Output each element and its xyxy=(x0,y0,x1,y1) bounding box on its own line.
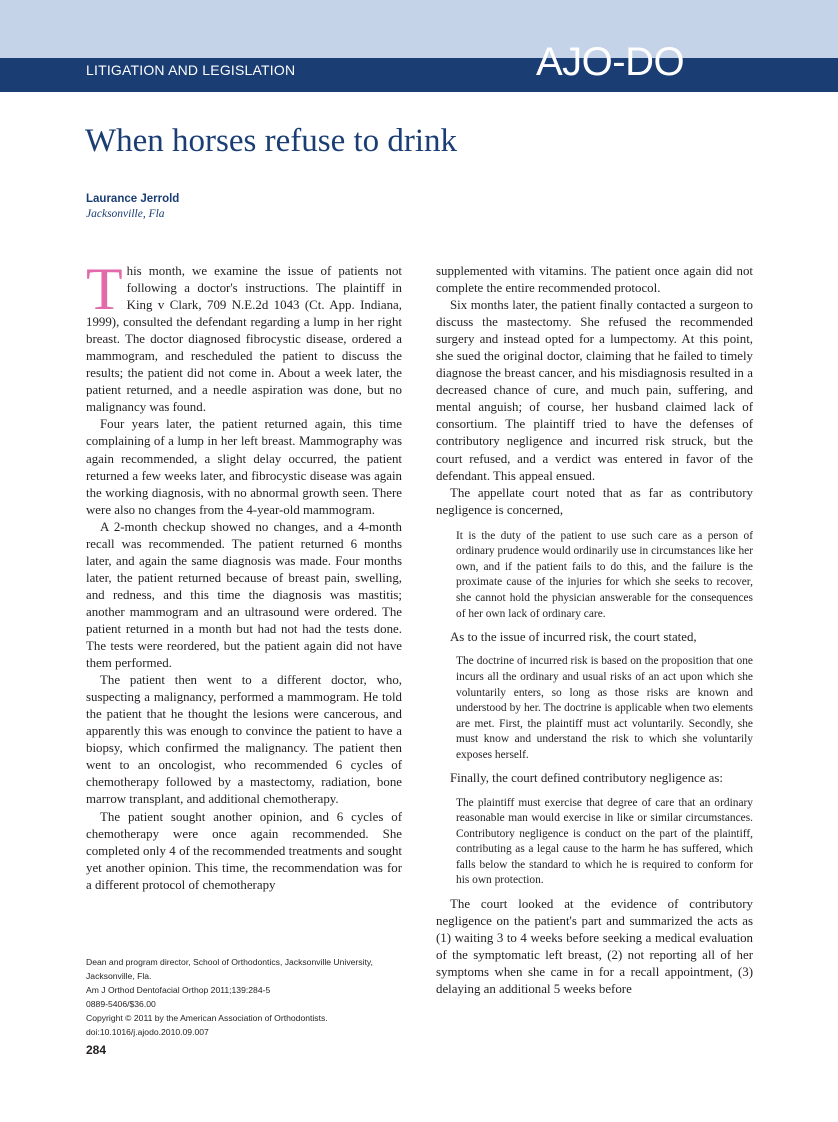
journal-logo: AJO-DO xyxy=(536,40,685,84)
body-column-left xyxy=(86,256,402,894)
block-quote: The doctrine of incurred risk is based on the proposition that one incurs all the ordinary and usual risks of an act upon which she voluntarily enters, so long as those risks are known and understood by her. The doctrine is applicable when two elements are met. First, the plaintiff must act voluntarily. Secondly, she must know and understand the risk to which she voluntarily exposes herself. xyxy=(456,655,753,761)
article-title: When horses refuse to drink xyxy=(85,123,458,159)
footnote-citation: Am J Orthod Dentofacial Orthop 2011;139:284-5 xyxy=(86,985,271,995)
paragraph: A 2-month checkup showed no changes, and a 4-month recall was recommended. The patient returned 6 months later, and again the same diagnosis was made. Four months later, the patient returned because of breast pain, swelling, and redness, and this time the diagnosis was mastitis; another mammogram and an ultrasound were ordered. The patient returned in a month but had not had the tests done. The tests were reordered, but the patient again did not have them performed. xyxy=(86,519,402,671)
paragraph-text: his month, we examine the issue of patients not following a doctor's instructions. The plaintiff in King v Clark, 709 N.E.2d 1043 (Ct. App. Indiana, 1999), consulted the defendant regarding a lump in her right breast. The doctor diagnosed fibrocystic disease, ordered a mammogram, and rescheduled the patient to discuss the results; the patient did not come in. About a week later, the patient returned, and a needle aspiration was done, but no malignancy was found. xyxy=(86,264,402,415)
author-name: Laurance Jerrold xyxy=(86,193,180,205)
paragraph: The court looked at the evidence of contributory negligence on the patient's part and summarized the acts as (1) waiting 3 to 4 weeks before seeking a medical evaluation of the symptomatic left breast, (2) not reporting all of her symptoms when she came in for a recall appointment, (3) delaying an additional 5 weeks before xyxy=(436,897,753,997)
paragraph: As to the issue of incurred risk, the court stated, xyxy=(450,630,697,645)
paragraph: The appellate court noted that as far as contributory negligence is concerned, xyxy=(436,485,753,517)
drop-cap: T xyxy=(86,256,123,322)
page-number: 284 xyxy=(86,1043,107,1057)
paragraph: Four years later, the patient returned again, this time complaining of a lump in her left breast. Mammography was again recommended, a slight delay occurred, the patient returned a few weeks later, and fibrocystic disease was again the working diagnosis, with no abnormal growth seen. There were also no changes from the 4-year-old mammogram. xyxy=(86,417,402,517)
paragraph xyxy=(86,256,402,416)
body-column-right xyxy=(436,263,753,998)
footnote-doi: doi:10.1016/j.ajodo.2010.09.007 xyxy=(86,1027,209,1037)
block-quote: It is the duty of the patient to use such care as a person of ordinary prudence would ordinarily use in circumstances like her own, and if the patient fails to do this, and the failure is the proximate cause of the injuries for which she seeks to recover, she cannot hold the physician answerable for the consequences of her own lack of ordinary care. xyxy=(456,529,753,620)
block-quote: The plaintiff must exercise that degree of care that an ordinary reasonable man would exercise in like or similar circumstances. Contributory negligence is conduct on the part of the plaintiff, contributing as a legal cause to the harm he has suffered, which falls below the standard to which he is required to conform for his own protection. xyxy=(456,796,753,887)
paragraph: Finally, the court defined contributory negligence as: xyxy=(450,771,724,786)
header-top-band xyxy=(0,0,838,58)
footnote-issn: 0889-5406/$36.00 xyxy=(86,999,156,1009)
section-label: LITIGATION AND LEGISLATION xyxy=(86,62,296,78)
paragraph: Six months later, the patient finally contacted a surgeon to discuss the mastectomy. She refused the recommended surgery and instead opted for a lumpectomy. At this point, she sued the original doctor, claiming that he failed to timely diagnose the breast cancer, and his misdiagnosis resulted in a decreased chance of cure, and much pain, suffering, and mental anguish; of course, her husband claimed lack of consortium. The plaintiff tried to have the defenses of contributory negligence and incurred risk struck, but the court refused, and a verdict was entered in favor of the defendant. This appeal ensued. xyxy=(436,298,753,483)
paragraph: supplemented with vitamins. The patient once again did not complete the entire recommended protocol. xyxy=(436,264,753,296)
paragraph: The patient sought another opinion, and 6 cycles of chemotherapy were once again recommended. She completed only 4 of the recommended treatments and sought yet another opinion. This time, the recommendation was for a different protocol of chemotherapy xyxy=(86,809,402,892)
footnote-affiliation: Dean and program director, School of Orthodontics, Jacksonville University, Jacksonville, Fla. xyxy=(86,957,373,981)
author-location: Jacksonville, Fla xyxy=(86,208,165,220)
article-footnote xyxy=(86,955,402,1039)
footnote-copyright: Copyright © 2011 by the American Association of Orthodontists. xyxy=(86,1013,328,1023)
paragraph: The patient then went to a different doctor, who, suspecting a malignancy, performed a mammogram. He told the patient that he thought the lesions were cancerous, and apparently this was enough to convince the patient to have a biopsy, which confirmed the malignancy. The patient then went to an oncologist, who recommended 6 cycles of chemotherapy followed by a mastectomy, radiation, bone marrow transplant, and additional chemotherapy. xyxy=(86,673,402,807)
